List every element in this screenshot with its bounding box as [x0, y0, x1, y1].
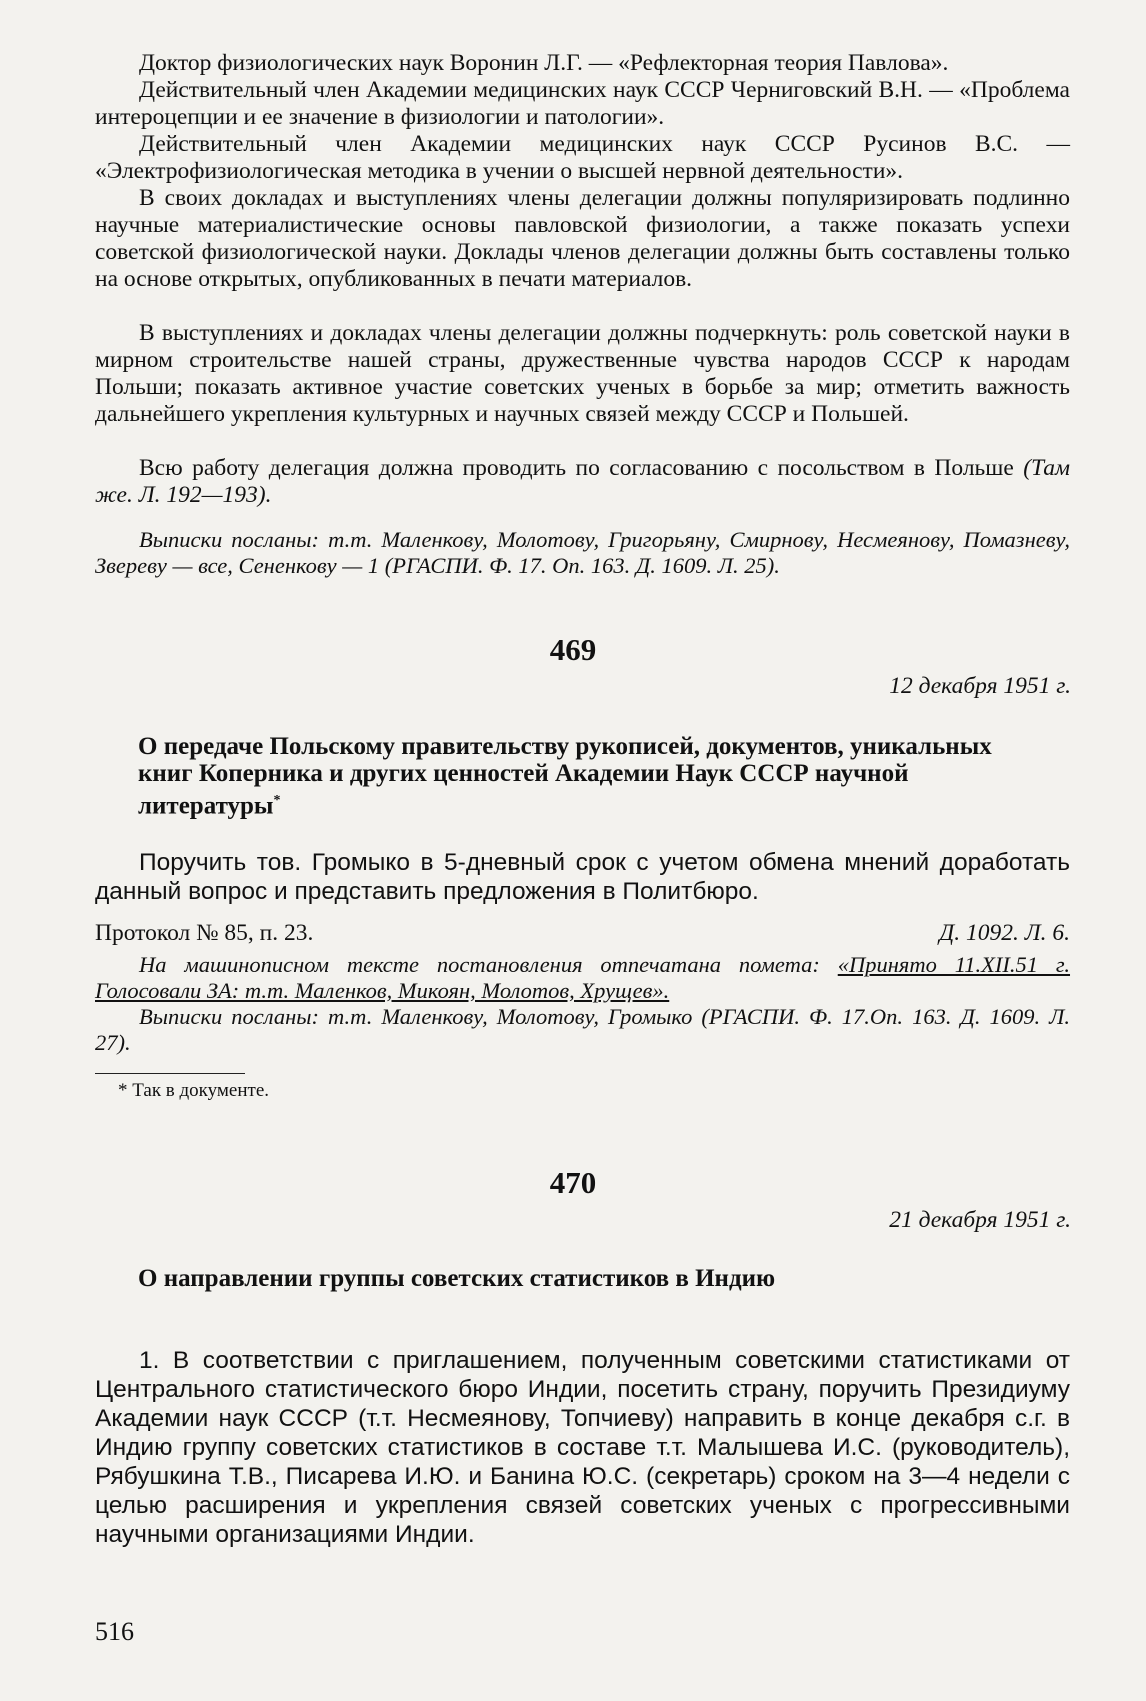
- document-date-469: 12 декабря 1951 г.: [889, 673, 1071, 699]
- document-body-469: Поручить тов. Громыко в 5-дневный срок с учетом обмена мнений доработать данный вопрос и представить предложения в Политбюро.: [95, 849, 1070, 905]
- extracts-sent-469: Выписки посланы: т.т. Маленкову, Молотову, Громыко (РГАСПИ. Ф. 17.Оп. 163. Д. 1609. Л. 27).: [95, 1004, 1070, 1055]
- title-469-text: О передаче Польскому правительству рукописей, документов, уникальных книг Коперника и других ценностей Академии Наук СССР научной литературы: [138, 733, 992, 820]
- footnote-divider: [95, 1073, 245, 1074]
- paragraph-voronin: Доктор физиологических наук Воронин Л.Г. — «Рефлекторная теория Павлова».: [139, 50, 949, 76]
- footnote-469: * Так в документе.: [118, 1080, 270, 1101]
- protocol-469: Протокол № 85, п. 23.: [95, 920, 314, 946]
- paragraph-chernigovsky: Действительный член Академии медицинских наук СССР Черниговский В.Н. — «Проблема интероцепции и ее значение в физиологии и патологии».: [95, 77, 1070, 130]
- extracts-sent-1: Выписки посланы: т.т. Маленкову, Молотову, Григорьяну, Смирнову, Несмеянову, Помазневу, Звереву — все, Сененкову — 1 (РГАСПИ. Ф. 17. Оп. 163. Д. 1609. Л. 25).: [95, 527, 1070, 578]
- paragraph-popularize: В своих докладах и выступлениях члены делегации должны популяризировать подлинно научные материалистические основы павловской физиологии, а также показать успехи советской физиологической науки. Доклады членов делегации должны быть составлены только на основе открытых, опубликованных в печати материалов.: [95, 185, 1070, 292]
- note-lead: На машинописном тексте постановления отпечатана помета:: [139, 952, 820, 977]
- paragraph-rusinov: Действительный член Академии медицинских наук СССР Русинов В.С. — «Электрофизиологическая методика в учении о высшей нервной деятельности».: [95, 131, 1070, 184]
- page-number: 516: [95, 1617, 134, 1646]
- protocol-line-469: [95, 920, 1070, 947]
- note-quote: «Принято 11.XII.51 г. Голосовали ЗА: т.т. Маленков, Микоян, Молотов, Хрущев».: [95, 952, 1071, 1003]
- document-title-469: [138, 733, 998, 819]
- document-date-470: 21 декабря 1951 г.: [889, 1207, 1071, 1233]
- paragraph-embassy: [95, 455, 1070, 509]
- paragraph-emphasize: В выступлениях и докладах члены делегации должны подчеркнуть: роль советской науки в мирном строительстве нашей страны, дружественные чувства народов СССР к народам Польши; показать активное участие советских ученых в борьбе за мир; отметить важность дальнейшего укрепления культурных и научных связей между СССР и Польшей.: [95, 320, 1070, 427]
- source-reference: (Там же. Л. 192—193).: [95, 455, 1071, 508]
- document-number-469: 469: [549, 632, 597, 667]
- typescript-note: [95, 952, 1070, 1004]
- footnote-marker: *: [273, 793, 281, 808]
- document-title-470: О направлении группы советских статистиков в Индию: [138, 1265, 776, 1292]
- protocol-ref-469: Д. 1092. Л. 6.: [939, 920, 1070, 946]
- embassy-text: Всю работу делегация должна проводить по согласованию с посольством в Польше: [139, 455, 1014, 481]
- document-number-470: 470: [549, 1165, 597, 1200]
- document-body-470: 1. В соответствии с приглашением, полученным советскими статистиками от Центрального статистического бюро Индии, посетить страну, поручить Президиуму Академии наук СССР (т.т. Несмеянову, Топчиеву) направить в конце декабря с.г. в Индию группу советских статистиков в составе т.т. Малышева И.С. (руководитель), Рябушкина Т.В., Писарева И.Ю. и Банина Ю.С. (секретарь) сроком на 3—4 недели с целью расширения и укрепления связей советских ученых с прогрессивными научными организациями Индии.: [95, 1347, 1070, 1548]
